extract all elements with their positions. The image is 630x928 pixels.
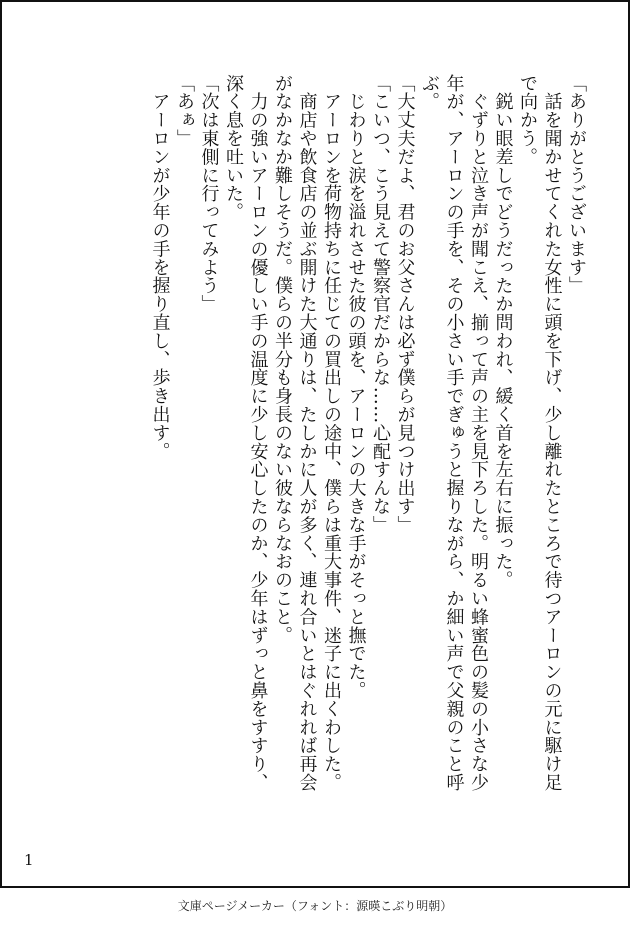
- text-line: 鋭い眼差しでどうだったか問われ、緩く首を左右に振った。: [492, 74, 514, 590]
- text-line: 商店や飲食店の並ぶ開けた大通りは、たしかに人が多く、連れ合いとはぐれれば再会: [296, 74, 318, 792]
- text-line: 話を聞かせてくれた女性に頭を下げ、少し離れたところで待つアーロンの元に駆け足: [541, 74, 563, 792]
- text-line: 深く息を吐いた。: [223, 74, 244, 222]
- text-line: 力の強いアーロンの優しい手の温度に少し安心したのか、少年はずっと鼻をすすり、: [247, 74, 269, 792]
- text-line: じわりと涙を溢れさせた彼の頭を、アーロンの大きな手がそっと撫でた。: [345, 74, 367, 700]
- text-line: で向かう。: [517, 74, 538, 166]
- page-number: 1: [24, 851, 34, 869]
- text-line: がなかなか難しそうだ。僕らの半分も身長のない彼ならなおのこと。: [272, 74, 293, 645]
- text-line: ぐずりと泣き声が聞こえ、揃って声の主を見下ろした。明るい蜂蜜色の髪の小さな少: [468, 74, 489, 792]
- text-line: ぶ。: [419, 74, 440, 111]
- vertical-text-body: [147, 74, 588, 874]
- text-line: 年が、アーロンの手を、その小さい手でぎゅうと握りながら、か細い声で父親のこと呼: [443, 74, 465, 792]
- text-line: 「ありがとうございます」: [566, 74, 587, 295]
- text-line: 「大丈夫だよ、君のお父さんは必ず僕らが見つけ出す」: [394, 74, 416, 534]
- text-line: アーロンが少年の手を握り直し、歩き出す。: [149, 74, 171, 461]
- text-line: 「あぁ」: [174, 74, 195, 148]
- text-line: 「次は東側に行ってみよう」: [198, 74, 220, 314]
- text-line: 「こいつ、こう見えて警察官だからな……心配すんな」: [370, 74, 391, 534]
- footer-credit: 文庫ページメーカー（フォント：源暎こぶり明朝）: [177, 899, 453, 913]
- text-line: アーロンを荷物持ちに任じての買出しの途中、僕らは重大事件、迷子に出くわした。: [321, 74, 342, 792]
